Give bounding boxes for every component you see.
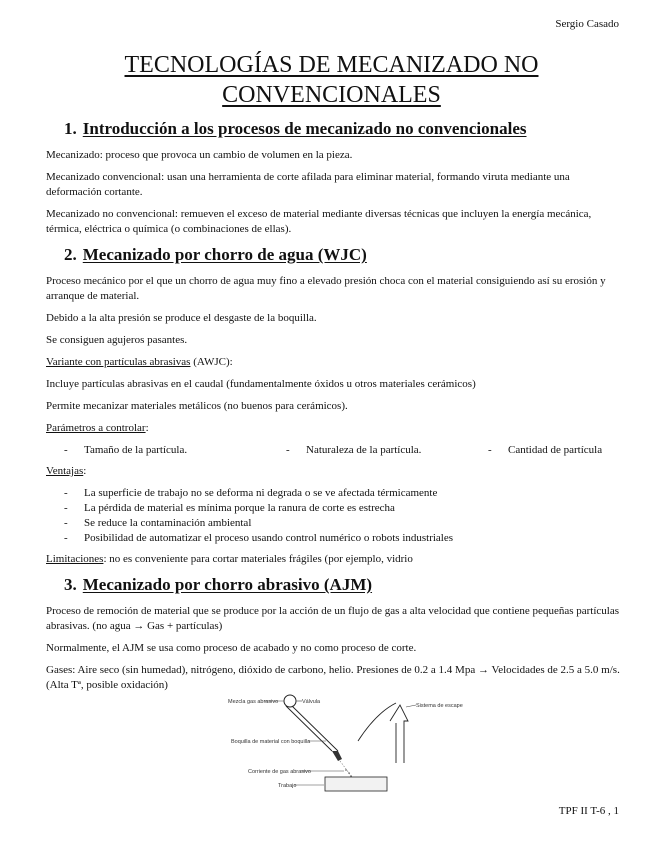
section-number: 1. — [64, 119, 77, 138]
workpiece-icon — [325, 777, 387, 791]
figure-label: Corriente de gas abrasivo — [248, 769, 311, 775]
section-number: 3. — [64, 575, 77, 594]
variant-line — [46, 355, 620, 370]
list-item: - La superficie de trabajo no se deforma ni degrada o se ve afectada térmicamente — [46, 486, 620, 501]
figure-label: Válvula — [302, 699, 321, 705]
figure-label: Boquilla de material con boquilla — [231, 739, 311, 745]
exhaust-duct — [390, 705, 408, 763]
paragraph: Incluye partículas abrasivas en el caudal (fundamentalmente óxidos u otros materiales cerámicos) — [46, 378, 476, 390]
document-body — [46, 118, 620, 700]
exhaust-duct — [358, 703, 396, 741]
variant-label: Variante con partículas abrasivas — [46, 356, 191, 368]
limitations-line — [46, 552, 620, 567]
page-footer: TPF II T-6 , 1 — [558, 805, 619, 817]
list-item: - Tamaño de la partícula. — [46, 443, 268, 458]
limitations-text: : no es conveniente para cortar materiales frágiles (por ejemplo, vidrio — [103, 553, 413, 565]
list-item: - La pérdida de material es mínima porque la ranura de corte es estrecha — [46, 501, 620, 516]
list-item: - Posibilidad de automatizar el proceso usando control numérico o robots industriales — [46, 531, 620, 546]
figure-label: Sistema de escape — [416, 703, 463, 709]
list-item: - Se reduce la contaminación ambiental — [46, 516, 620, 531]
limitations-label: Limitaciones — [46, 553, 104, 565]
variant-suffix: (AWJC): — [190, 356, 233, 368]
section-title: Introducción a los procesos de mecanizado no convencionales — [82, 119, 527, 138]
paragraph: Proceso mecánico por el que un chorro de agua muy fino a elevado presión choca con el material consiguiendo así su erosión y arranque de material. — [46, 275, 606, 302]
advantages-label: Ventajas — [46, 465, 84, 477]
valve-icon — [284, 695, 296, 707]
list-item: - Cantidad de partícula — [470, 443, 602, 458]
ajm-diagram — [200, 693, 463, 798]
figure-label: Trabajo — [278, 783, 297, 789]
advantages-list — [46, 486, 620, 546]
params-suffix: : — [145, 422, 149, 434]
paragraph: Proceso de remoción de material que se produce por la acción de un flujo de gas a alta velocidad que contiene pequeñas partículas abrasivas. (no agua → Gas + partículas) — [46, 605, 619, 632]
paragraph: Normalmente, el AJM se usa como proceso de acabado y no como proceso de corte. — [46, 642, 417, 654]
paragraph: Mecanizado convencional: usan una herramienta de corte afilada para eliminar material, formando viruta mediante una deformación cortante. — [46, 171, 570, 198]
section-title: Mecanizado por chorro de agua (WJC) — [82, 245, 367, 264]
author-header: Sergio Casado — [555, 18, 619, 30]
paragraph: Mecanizado no convencional: remueven el exceso de material mediante diversas técnicas que incluyen la energía mecánica, térmica, eléctrica o química (o combinaciones de ellas). — [46, 208, 592, 235]
params-label: Parámetros a controlar — [46, 422, 146, 434]
paragraph: Mecanizado: proceso que provoca un cambio de volumen en la pieza. — [46, 149, 353, 161]
page-title: TECNOLOGÍAS DE MECANIZADO NO CONVENCIONALES — [124, 52, 539, 108]
section-number: 2. — [64, 245, 77, 264]
paragraph: Debido a la alta presión se produce el desgaste de la boquilla. — [46, 312, 317, 324]
paragraph: Gases: Aire seco (sin humedad), nitrógeno, dióxido de carbono, helio. Presiones de 0.2 a 1.4 Mpa → Velocidades de 2.5 a 5.0 m/s. (Alta Tª, posible oxidación) — [46, 664, 620, 691]
label-leader — [406, 705, 416, 707]
section-2-heading — [46, 244, 620, 266]
figure-label: Mezcla gas abrasivo — [228, 699, 279, 705]
list-item: - Naturaleza de la partícula. — [268, 443, 470, 458]
paragraph: Permite mecanizar materiales metálicos (no buenos para cerámicos). — [46, 400, 348, 412]
params-list — [46, 443, 620, 458]
params-line — [46, 421, 620, 436]
advantages-suffix: : — [83, 465, 87, 477]
section-1-heading — [46, 118, 620, 140]
paragraph: Se consiguen agujeros pasantes. — [46, 334, 188, 346]
advantages-line — [46, 464, 620, 479]
section-title: Mecanizado por chorro abrasivo (AJM) — [82, 575, 373, 594]
section-3-heading — [46, 574, 620, 596]
nozzle-icon — [332, 751, 342, 761]
abrasive-stream — [340, 761, 352, 777]
